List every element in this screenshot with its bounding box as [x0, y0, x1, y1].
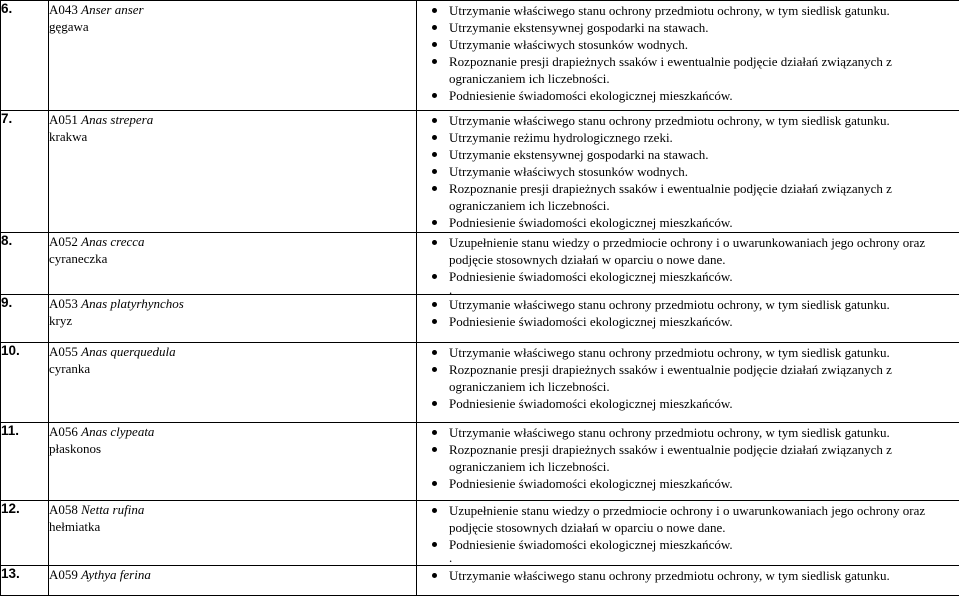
- action-item: Podniesienie świadomości ekologicznej mieszkańców.: [449, 313, 955, 330]
- actions-list: [417, 1, 959, 104]
- row-number: 13.: [1, 566, 49, 596]
- action-item: Utrzymanie właściwych stosunków wodnych.: [449, 36, 955, 53]
- actions-list: [417, 423, 959, 492]
- action-item: Rozpoznanie presji drapieżnych ssaków i ewentualnie podjęcie działań związanych z ograniczaniem ich liczebności.: [449, 53, 955, 87]
- action-item: Utrzymanie ekstensywnej gospodarki na stawach.: [449, 146, 955, 163]
- action-item: Uzupełnienie stanu wiedzy o przedmiocie ochrony i o uwarunkowaniach jego ochrony oraz podjęcie stosownych działań w oparciu o nowe dane.: [449, 502, 955, 536]
- species-name-line: [49, 343, 416, 360]
- trailing-period: .: [449, 553, 955, 562]
- actions-list: [417, 343, 959, 412]
- species-common-name: cyraneczka: [49, 250, 416, 267]
- species-common-name: płaskonos: [49, 440, 416, 457]
- action-item: Podniesienie świadomości ekologicznej mieszkańców.: [449, 214, 955, 231]
- action-item: Podniesienie świadomości ekologicznej mieszkańców.: [449, 395, 955, 412]
- action-item: Uzupełnienie stanu wiedzy o przedmiocie ochrony i o uwarunkowaniach jego ochrony oraz podjęcie stosownych działań w oparciu o nowe dane.: [449, 234, 955, 268]
- species-name-line: [49, 1, 416, 18]
- row-number: 10.: [1, 343, 49, 423]
- actions-list: [417, 111, 959, 231]
- species-cell: [49, 233, 417, 295]
- table-row: [1, 566, 959, 596]
- species-common-name: cyranka: [49, 360, 416, 377]
- actions-cell: [417, 1, 959, 111]
- table-row: [1, 111, 959, 233]
- species-name-line: [49, 566, 416, 583]
- action-item: Utrzymanie właściwego stanu ochrony przedmiotu ochrony, w tym siedlisk gatunku.: [449, 2, 955, 19]
- action-item: Utrzymanie właściwych stosunków wodnych.: [449, 163, 955, 180]
- species-common-name: krakwa: [49, 128, 416, 145]
- row-number: 9.: [1, 295, 49, 343]
- species-latin-name: Anas platyrhynchos: [81, 296, 184, 311]
- species-code: A058: [49, 502, 78, 517]
- species-name-line: [49, 423, 416, 440]
- action-item: Rozpoznanie presji drapieżnych ssaków i ewentualnie podjęcie działań związanych z ograniczaniem ich liczebności.: [449, 441, 955, 475]
- action-item: Utrzymanie właściwego stanu ochrony przedmiotu ochrony, w tym siedlisk gatunku.: [449, 344, 955, 361]
- species-code: A053: [49, 296, 78, 311]
- row-number: 12.: [1, 501, 49, 566]
- actions-cell: [417, 566, 959, 596]
- actions-cell: [417, 501, 959, 566]
- action-item: Podniesienie świadomości ekologicznej mieszkańców.: [449, 87, 955, 104]
- species-latin-name: Anas strepera: [81, 112, 153, 127]
- species-code: A059: [49, 567, 78, 582]
- actions-cell: [417, 343, 959, 423]
- action-item: Rozpoznanie presji drapieżnych ssaków i ewentualnie podjęcie działań związanych z ograniczaniem ich liczebności.: [449, 180, 955, 214]
- action-item: Rozpoznanie presji drapieżnych ssaków i ewentualnie podjęcie działań związanych z ograniczaniem ich liczebności.: [449, 361, 955, 395]
- species-latin-name: Netta rufina: [81, 502, 144, 517]
- species-cell: [49, 423, 417, 501]
- species-name-line: [49, 111, 416, 128]
- action-item: Podniesienie świadomości ekologicznej mieszkańców.: [449, 475, 955, 492]
- table-row: [1, 295, 959, 343]
- species-code: A056: [49, 424, 78, 439]
- species-latin-name: Anas crecca: [81, 234, 144, 249]
- actions-cell: [417, 423, 959, 501]
- species-cell: [49, 501, 417, 566]
- trailing-period: .: [449, 285, 955, 294]
- species-name-line: [49, 501, 416, 518]
- table-row: [1, 423, 959, 501]
- actions-list: [417, 501, 959, 562]
- row-number: 6.: [1, 1, 49, 111]
- table-row: [1, 1, 959, 111]
- species-common-name: kryz: [49, 312, 416, 329]
- species-table-body: [1, 1, 959, 596]
- species-name-line: [49, 233, 416, 250]
- actions-list: [417, 295, 959, 330]
- actions-list: [417, 566, 959, 584]
- action-item: Utrzymanie właściwego stanu ochrony przedmiotu ochrony, w tym siedlisk gatunku.: [449, 112, 955, 129]
- action-item: Utrzymanie właściwego stanu ochrony przedmiotu ochrony, w tym siedlisk gatunku.: [449, 567, 955, 584]
- table-row: [1, 343, 959, 423]
- species-code: A052: [49, 234, 78, 249]
- table-row: [1, 501, 959, 566]
- species-cell: [49, 1, 417, 111]
- species-name-line: [49, 295, 416, 312]
- row-number: 8.: [1, 233, 49, 295]
- action-item: Utrzymanie właściwego stanu ochrony przedmiotu ochrony, w tym siedlisk gatunku.: [449, 424, 955, 441]
- species-code: A055: [49, 344, 78, 359]
- row-number: 11.: [1, 423, 49, 501]
- actions-cell: [417, 111, 959, 233]
- action-item: Utrzymanie reżimu hydrologicznego rzeki.: [449, 129, 955, 146]
- species-latin-name: Aythya ferina: [81, 567, 151, 582]
- species-code: A043: [49, 2, 78, 17]
- action-item: Podniesienie świadomości ekologicznej mieszkańców.: [449, 536, 955, 553]
- species-latin-name: Anser anser: [81, 2, 143, 17]
- species-latin-name: Anas querquedula: [81, 344, 175, 359]
- species-common-name: gęgawa: [49, 18, 416, 35]
- species-latin-name: Anas clypeata: [81, 424, 154, 439]
- action-item: Utrzymanie ekstensywnej gospodarki na stawach.: [449, 19, 955, 36]
- species-cell: [49, 343, 417, 423]
- species-common-name: hełmiatka: [49, 518, 416, 535]
- action-item: Podniesienie świadomości ekologicznej mieszkańców.: [449, 268, 955, 285]
- species-cell: [49, 295, 417, 343]
- species-cell: [49, 566, 417, 596]
- species-code: A051: [49, 112, 78, 127]
- species-cell: [49, 111, 417, 233]
- actions-list: [417, 233, 959, 294]
- table-row: [1, 233, 959, 295]
- actions-cell: [417, 233, 959, 295]
- action-item: Utrzymanie właściwego stanu ochrony przedmiotu ochrony, w tym siedlisk gatunku.: [449, 296, 955, 313]
- row-number: 7.: [1, 111, 49, 233]
- actions-cell: [417, 295, 959, 343]
